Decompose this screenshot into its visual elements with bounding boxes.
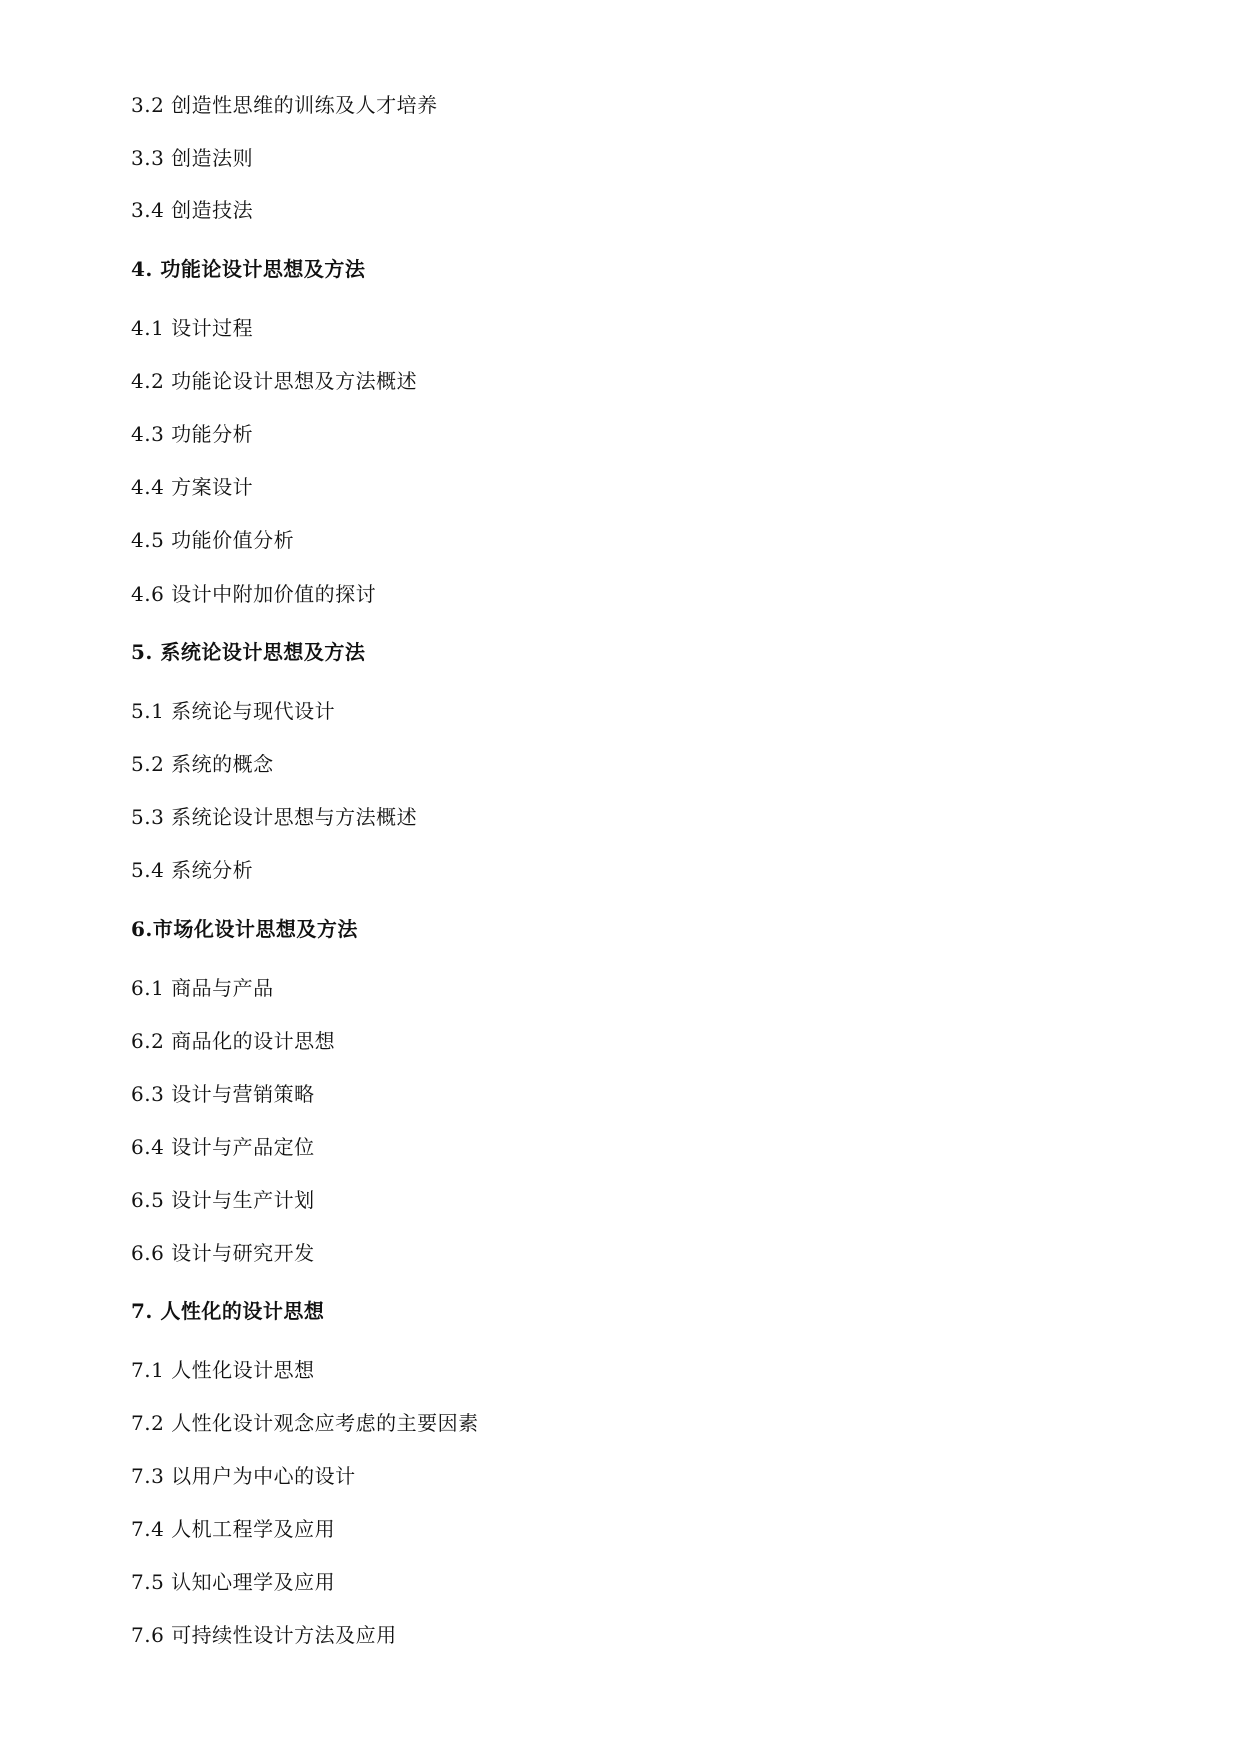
toc-item-4-2: 4.2 功能论设计思想及方法概述 (131, 369, 418, 393)
toc-heading-4: 4. 功能论设计思想及方法 (131, 257, 366, 281)
toc-item-7-4: 7.4 人机工程学及应用 (131, 1517, 336, 1541)
toc-item-7-2: 7.2 人性化设计观念应考虑的主要因素 (131, 1411, 479, 1435)
toc-item-3-4: 3.4 创造技法 (131, 198, 254, 222)
toc-item-5-3: 5.3 系统论设计思想与方法概述 (131, 805, 418, 829)
toc-heading-7: 7. 人性化的设计思想 (131, 1299, 325, 1323)
toc-item-6-5: 6.5 设计与生产计划 (131, 1188, 315, 1212)
toc-heading-5: 5. 系统论设计思想及方法 (131, 640, 366, 664)
toc-item-6-2: 6.2 商品化的设计思想 (131, 1029, 336, 1053)
toc-item-3-2: 3.2 创造性思维的训练及人才培养 (131, 93, 438, 117)
toc-item-5-2: 5.2 系统的概念 (131, 752, 274, 776)
toc-item-7-5: 7.5 认知心理学及应用 (131, 1570, 336, 1594)
toc-item-3-3: 3.3 创造法则 (131, 146, 254, 170)
toc-item-4-5: 4.5 功能价值分析 (131, 528, 295, 552)
toc-item-7-6: 7.6 可持续性设计方法及应用 (131, 1623, 397, 1647)
toc-heading-6: 6.市场化设计思想及方法 (131, 917, 358, 941)
toc-item-4-4: 4.4 方案设计 (131, 475, 254, 499)
toc-item-6-1: 6.1 商品与产品 (131, 976, 274, 1000)
toc-item-5-1: 5.1 系统论与现代设计 (131, 699, 336, 723)
toc-item-4-1: 4.1 设计过程 (131, 316, 254, 340)
toc-item-7-1: 7.1 人性化设计思想 (131, 1358, 315, 1382)
toc-item-5-4: 5.4 系统分析 (131, 858, 254, 882)
toc-item-7-3: 7.3 以用户为中心的设计 (131, 1464, 356, 1488)
toc-item-6-3: 6.3 设计与营销策略 (131, 1082, 315, 1106)
toc-item-6-6: 6.6 设计与研究开发 (131, 1241, 315, 1265)
toc-item-4-3: 4.3 功能分析 (131, 422, 254, 446)
toc-item-4-6: 4.6 设计中附加价值的探讨 (131, 582, 377, 606)
toc-item-6-4: 6.4 设计与产品定位 (131, 1135, 315, 1159)
